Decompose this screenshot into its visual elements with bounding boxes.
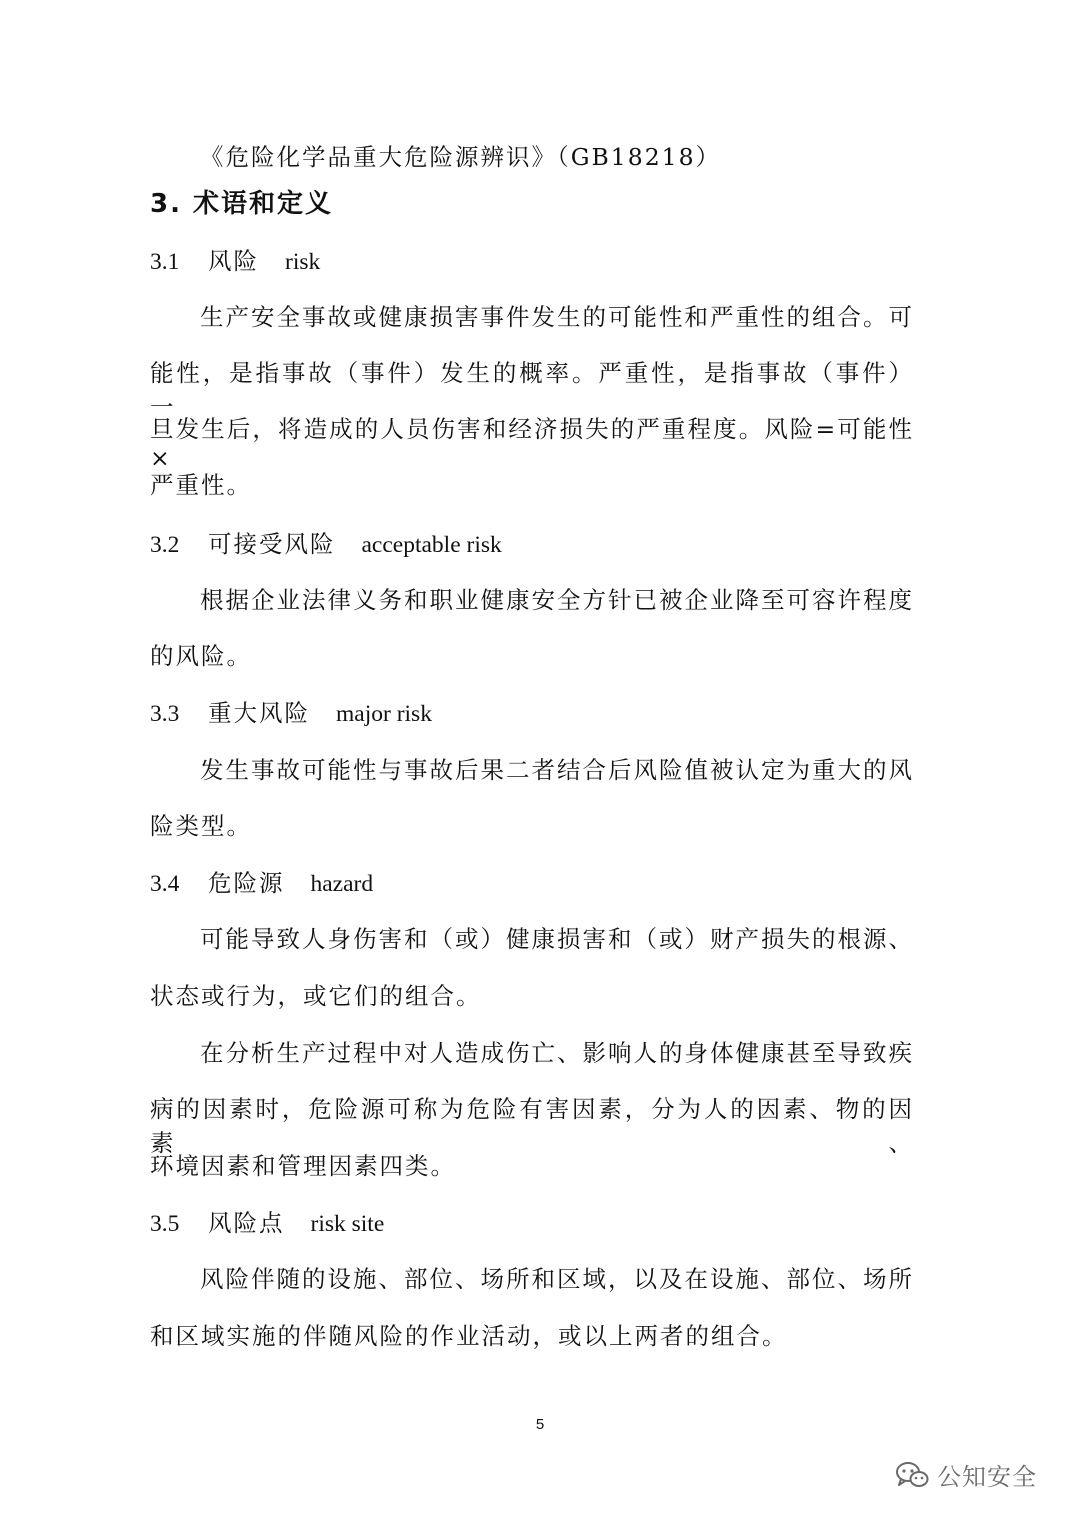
paragraph-line: 严重性。 [150, 471, 252, 499]
term-english: risk site [310, 1211, 385, 1237]
paragraph-line: 和区域实施的伴随风险的作业活动，或以上两者的组合。 [150, 1322, 788, 1350]
term-heading-acceptable-risk [150, 525, 502, 559]
term-english: risk [285, 249, 321, 275]
term-number: 3.2 [150, 532, 180, 558]
reference-line: 《危险化学品重大危险源辨识》（GB18218） [200, 143, 722, 171]
term-chinese: 可接受风险 [208, 530, 336, 558]
term-number: 3.4 [150, 871, 180, 897]
term-chinese: 风险 [208, 247, 259, 275]
paragraph-line: 能性，是指事故（事件）发生的概率。严重性，是指事故（事件）一 [150, 359, 914, 421]
term-heading-hazard [150, 864, 373, 898]
paragraph-line: 风险伴随的设施、部位、场所和区域，以及在设施、部位、场所 [200, 1265, 914, 1293]
paragraph-line: 可能导致人身伤害和（或）健康损害和（或）财产损失的根源、 [200, 925, 914, 953]
paragraph-line: 旦发生后，将造成的人员伤害和经济损失的严重程度。风险=可能性× [150, 415, 914, 472]
term-english: acceptable risk [361, 532, 502, 558]
term-number: 3.1 [150, 249, 180, 275]
paragraph-line: 发生事故可能性与事故后果二者结合后风险值被认定为重大的风 [200, 756, 914, 784]
watermark [895, 1457, 1037, 1492]
term-english: major risk [336, 701, 432, 727]
paragraph-line: 状态或行为，或它们的组合。 [150, 982, 482, 1010]
term-heading-risk [150, 242, 320, 276]
paragraph-line: 生产安全事故或健康损害事件发生的可能性和严重性的组合。可 [200, 303, 914, 331]
term-number: 3.3 [150, 701, 180, 727]
section-heading: 3. 术语和定义 [150, 189, 334, 219]
paragraph-line: 在分析生产过程中对人造成伤亡、影响人的身体健康甚至导致疾 [200, 1039, 914, 1067]
term-heading-major-risk [150, 694, 432, 728]
paragraph-line: 病的因素时，危险源可称为危险有害因素，分为人的因素、物的因素、 [150, 1095, 914, 1157]
paragraph-line: 险类型。 [150, 812, 252, 840]
page-number: 5 [535, 1416, 545, 1433]
term-english: hazard [310, 871, 374, 897]
wechat-icon [895, 1460, 929, 1490]
term-chinese: 危险源 [208, 869, 285, 897]
paragraph-line: 环境因素和管理因素四类。 [150, 1152, 456, 1180]
term-number: 3.5 [150, 1211, 180, 1237]
paragraph-line: 的风险。 [150, 642, 252, 670]
term-chinese: 风险点 [208, 1209, 285, 1237]
paragraph-line: 根据企业法律义务和职业健康安全方针已被企业降至可容许程度 [200, 586, 914, 614]
watermark-text: 公知安全 [937, 1463, 1037, 1491]
term-chinese: 重大风险 [208, 699, 310, 727]
term-heading-risk-site [150, 1204, 384, 1238]
